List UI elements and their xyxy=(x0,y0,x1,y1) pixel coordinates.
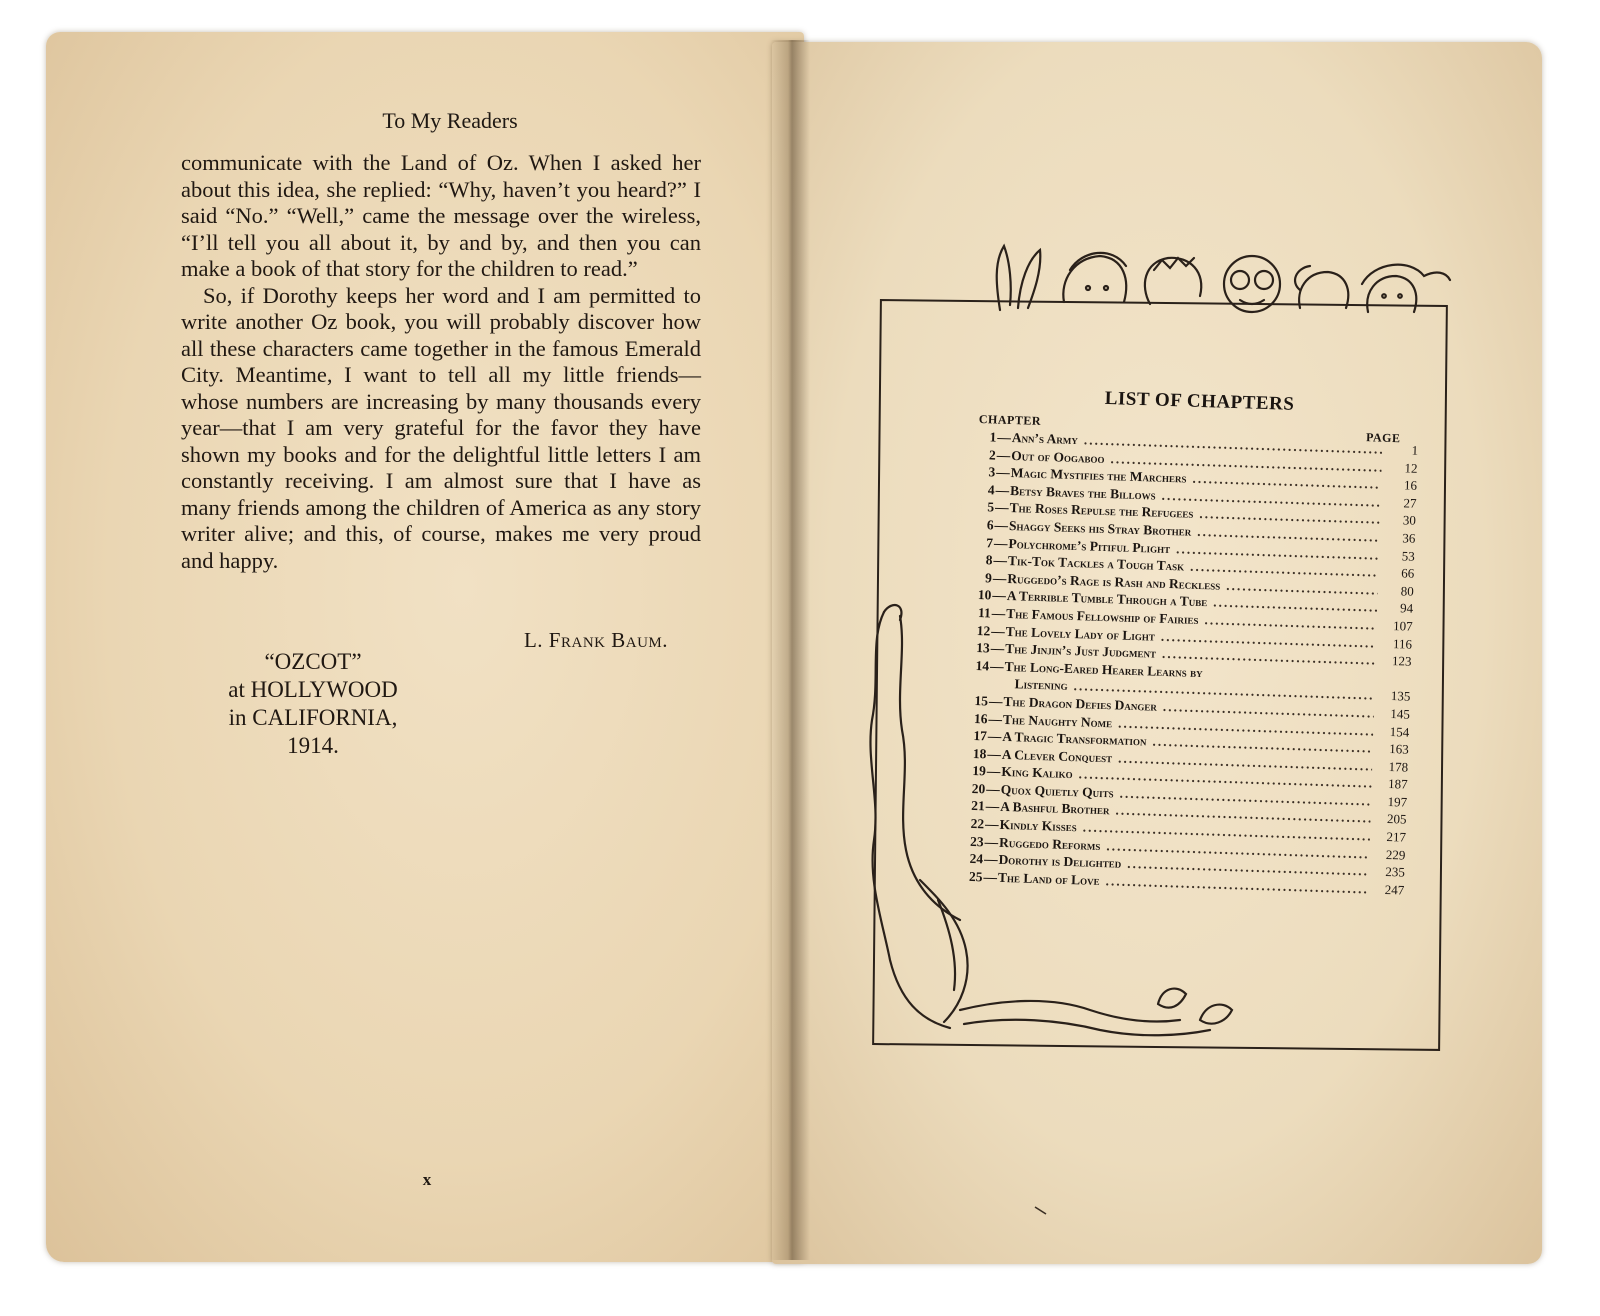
chapter-page-number: 247 xyxy=(1384,881,1405,898)
chapter-title: Polychrome’s Pitiful Plight xyxy=(1008,535,1171,556)
chapter-page-number: 53 xyxy=(1401,547,1416,564)
chapter-page-number: 30 xyxy=(1402,512,1417,529)
author-signature: L. Frank Baum. xyxy=(523,628,668,652)
chapter-number: 3 xyxy=(988,464,996,480)
chapter-number: 8 xyxy=(985,552,993,568)
chapter-number: 12 xyxy=(976,622,991,638)
em-dash: — xyxy=(994,499,1009,516)
chapter-page-number: 235 xyxy=(1385,864,1406,880)
chapter-page-number: 16 xyxy=(1403,477,1418,493)
chapter-title: Betsy Braves the Billows xyxy=(1009,482,1156,503)
toc-rows xyxy=(964,428,1418,899)
place-line: at HOLLYWOOD xyxy=(228,677,398,702)
chapter-title: Shaggy Seeks his Stray Brother xyxy=(1008,517,1192,539)
em-dash: — xyxy=(986,781,1001,797)
rabbit-ear-icon xyxy=(997,246,1011,310)
chapter-page-number: 205 xyxy=(1386,811,1407,828)
chapter-title: The Dragon Defies Danger xyxy=(1003,693,1158,714)
chapter-page-number: 154 xyxy=(1389,723,1410,740)
chapter-title: The Roses Repulse the Refugees xyxy=(1009,500,1194,522)
em-dash: — xyxy=(993,535,1008,551)
em-dash: — xyxy=(988,693,1003,709)
chapter-title: The Lovely Lady of Light xyxy=(1005,623,1156,644)
em-dash: — xyxy=(996,447,1011,463)
chapter-title: Magic Mystifies the Marchers xyxy=(1010,465,1187,486)
em-dash: — xyxy=(991,623,1005,639)
chapter-number: 1 xyxy=(989,429,997,445)
chapter-number: 4 xyxy=(987,482,995,498)
chapter-title: A Bashful Brother xyxy=(999,799,1110,818)
chapter-title: A Tragic Transformation xyxy=(1002,728,1147,749)
rabbit-ear-icon xyxy=(1018,250,1040,308)
chapter-number: 22 xyxy=(970,815,985,832)
chapter-number: 10 xyxy=(977,587,992,603)
chapter-number: 23 xyxy=(969,833,984,849)
chapter-title: A Terrible Tumble Through a Tube xyxy=(1006,588,1208,610)
chapter-title: Ann’s Army xyxy=(1011,430,1079,448)
chapter-number: 17 xyxy=(973,728,988,744)
place-line: “OZCOT” xyxy=(264,649,362,674)
page-column-heading: PAGE xyxy=(1365,430,1401,446)
chapter-page-number: 12 xyxy=(1404,459,1418,476)
place-line: in CALIFORNIA, xyxy=(228,705,398,730)
chapter-page-number: 66 xyxy=(1401,565,1415,581)
chapter-title: Listening xyxy=(1014,676,1068,694)
chapter-page-number: 36 xyxy=(1402,530,1416,546)
em-dash: — xyxy=(984,816,999,832)
paragraph: communicate with the Land of Oz. When I asked her about this idea, she replied: “Why, haven’t you heard?” I said “No.” “Well,” came the message over the wireless, “I’ll tell you all about it, by and by, and then you can make a book of that story for the children to read.” xyxy=(181,150,701,281)
chapter-page-number: 145 xyxy=(1390,705,1411,722)
toc-title: LIST OF CHAPTERS xyxy=(1104,387,1295,415)
em-dash: — xyxy=(992,570,1007,586)
chapter-title: Ruggedo’s Rage is Rash and Reckless xyxy=(1007,570,1221,593)
chapter-number: 16 xyxy=(973,710,988,726)
chapter-number: 13 xyxy=(975,640,990,656)
chapter-column-heading: CHAPTER xyxy=(978,411,1042,428)
chapter-page-number: 123 xyxy=(1391,653,1412,669)
chapter-page-number: 135 xyxy=(1390,688,1411,704)
chapter-page-number: 94 xyxy=(1399,600,1414,617)
chapter-number: 19 xyxy=(972,763,987,779)
chapter-number: 15 xyxy=(974,692,989,709)
chapter-page-number: 116 xyxy=(1392,635,1413,652)
em-dash: — xyxy=(985,798,1000,815)
chapter-number: 5 xyxy=(987,499,995,515)
em-dash: — xyxy=(992,587,1007,604)
chapter-number: 25 xyxy=(968,868,983,885)
chapter-title: Out of Oogaboo xyxy=(1011,447,1105,466)
chapter-number: 2 xyxy=(988,446,997,463)
paper-mark xyxy=(1034,1206,1056,1216)
chapter-title: King Kaliko xyxy=(1001,764,1073,782)
chapter-page-number: 217 xyxy=(1386,829,1407,845)
em-dash: — xyxy=(991,605,1006,621)
em-dash: — xyxy=(987,728,1002,744)
chapter-title: A Clever Conquest xyxy=(1001,746,1113,766)
chapter-page-number: 187 xyxy=(1387,776,1408,792)
place-line: 1914. xyxy=(287,733,339,758)
chapter-title: The Famous Fellowship of Fairies xyxy=(1006,605,1199,627)
em-dash: — xyxy=(993,552,1008,569)
chapter-page-number: 1 xyxy=(1411,442,1419,458)
paragraph: So, if Dorothy keeps her word and I am permitted to write another Oz book, you will probably discover how all these characters came together in the famous Emerald City. Meantime, I want to tell all my little friends—whose numbers are increasing by many thousands every year—that I am very grateful for the favor they have shown my books and for the delightful little letters I am constantly receiving. I am almost sure that I have as many friends among the children of America as any story writer alive; and this, of course, makes me very proud and happy. xyxy=(181,282,701,573)
em-dash: — xyxy=(984,834,999,850)
running-head: To My Readers xyxy=(382,108,518,133)
em-dash: — xyxy=(995,482,1010,498)
chapter-number: 9 xyxy=(984,570,993,586)
chapter-title: The Long-Eared Hearer Learns by xyxy=(1004,658,1203,680)
table-of-contents xyxy=(964,384,1420,899)
em-dash: — xyxy=(987,746,1002,762)
chapter-title: Ruggedo Reforms xyxy=(998,834,1101,853)
chapter-number: 18 xyxy=(972,745,987,762)
chapter-number: 7 xyxy=(986,534,994,551)
chapter-number: 14 xyxy=(975,657,990,674)
em-dash: — xyxy=(990,640,1005,657)
em-dash: — xyxy=(994,517,1009,533)
chapter-page-number: 27 xyxy=(1403,495,1417,511)
chapter-title: Kindly Kisses xyxy=(999,816,1077,835)
em-dash: — xyxy=(983,869,998,885)
chapter-title: Tik-Tok Tackles a Tough Task xyxy=(1007,553,1185,574)
chapter-title: The Jinjin’s Just Judgment xyxy=(1004,641,1157,661)
chapter-page-number: 229 xyxy=(1385,846,1406,863)
em-dash: — xyxy=(988,710,1003,727)
chapter-number: 24 xyxy=(969,851,984,867)
chapter-page-number: 107 xyxy=(1392,618,1413,634)
chapter-number: 6 xyxy=(986,517,994,533)
chapter-number: 11 xyxy=(977,604,992,621)
chapter-title: Dorothy is Delighted xyxy=(998,852,1122,871)
chapter-title: Quox Quietly Quits xyxy=(1000,781,1114,801)
chapter-page-number: 178 xyxy=(1388,758,1409,775)
chapter-page-number: 197 xyxy=(1387,793,1408,810)
chapter-title: The Land of Love xyxy=(997,869,1100,888)
page-number: x xyxy=(422,1170,432,1189)
chapter-page-number: 163 xyxy=(1389,741,1409,757)
chapter-number: 20 xyxy=(971,780,986,797)
em-dash: — xyxy=(996,464,1010,481)
chapter-title: The Naughty Nome xyxy=(1002,711,1113,730)
chapter-page-number: 80 xyxy=(1400,583,1414,599)
em-dash: — xyxy=(997,429,1012,445)
em-dash: — xyxy=(989,658,1004,674)
em-dash: — xyxy=(986,763,1001,780)
chapter-number: 21 xyxy=(971,798,985,814)
em-dash: — xyxy=(983,851,998,868)
